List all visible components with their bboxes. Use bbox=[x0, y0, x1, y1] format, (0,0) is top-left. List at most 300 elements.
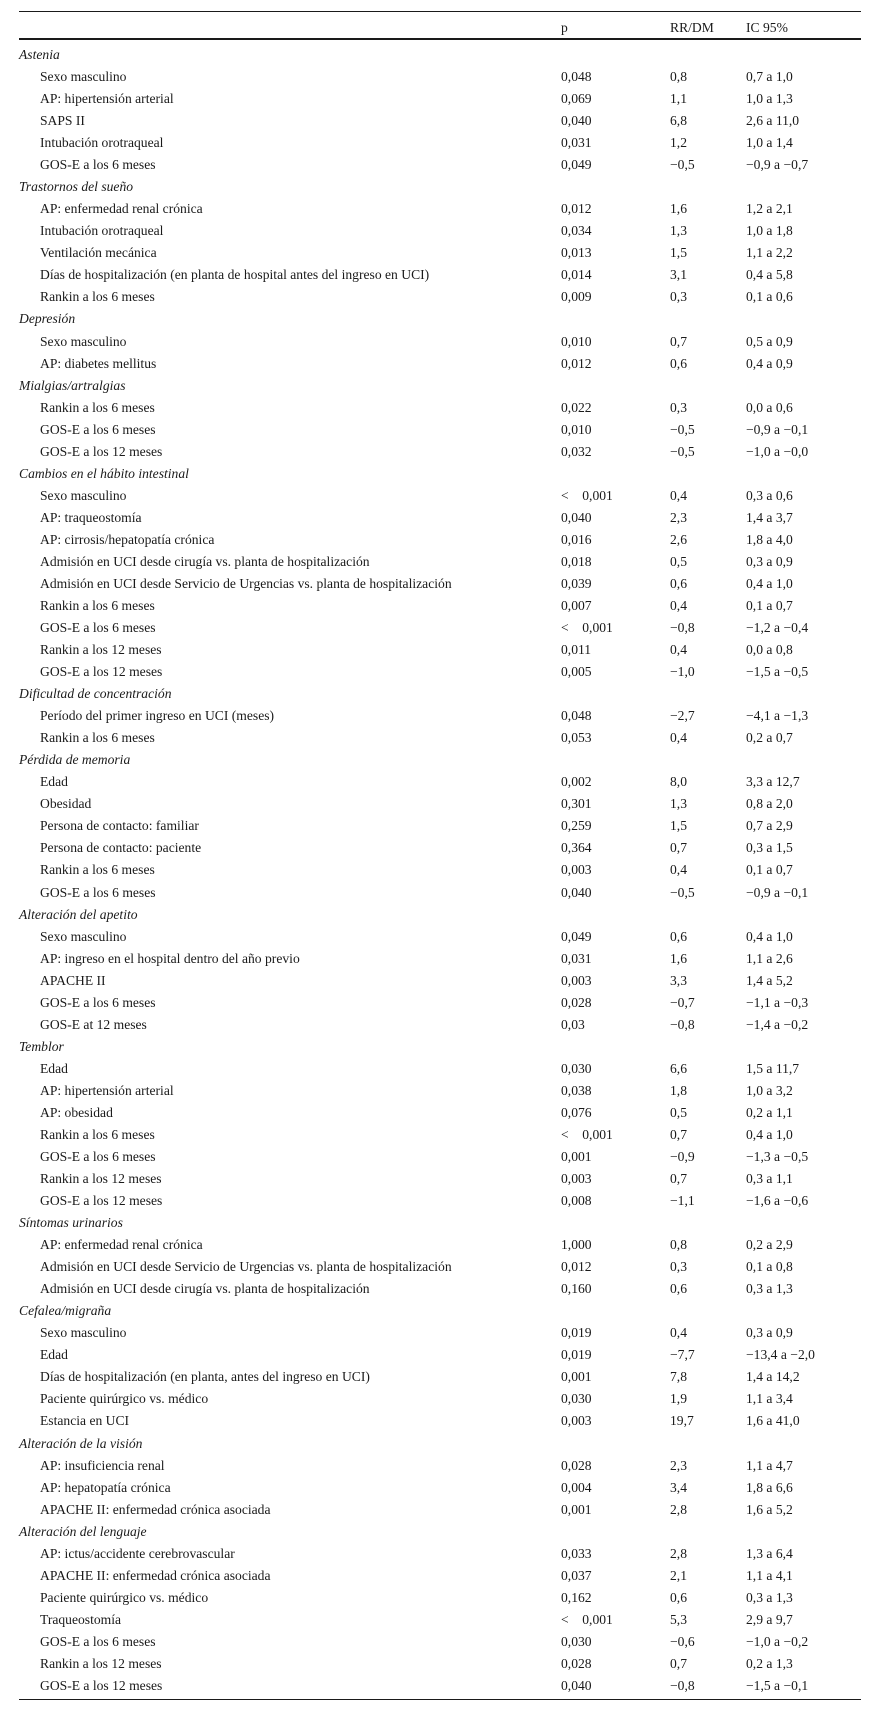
table-row bbox=[19, 1565, 861, 1587]
table-row bbox=[19, 948, 861, 970]
cell-ic: −1,6 a −0,6 bbox=[746, 1193, 809, 1209]
cell-ic: 1,1 a 4,7 bbox=[746, 1457, 793, 1473]
cell-ic: 0,2 a 0,7 bbox=[746, 730, 793, 746]
variable-label: Rankin a los 6 meses bbox=[40, 598, 155, 613]
cell-rr: −0,7 bbox=[670, 994, 695, 1010]
group-title: Temblor bbox=[19, 1038, 64, 1054]
cell-ic: 0,5 a 0,9 bbox=[746, 333, 793, 349]
variable-label: Período del primer ingreso en UCI (meses) bbox=[40, 708, 275, 724]
cell-rr: 0,8 bbox=[670, 69, 687, 85]
cell-p: 0,040 bbox=[561, 113, 592, 129]
cell-rr: 1,3 bbox=[670, 223, 687, 239]
cell-rr: 2,8 bbox=[670, 1545, 687, 1561]
cell-rr: 0,7 bbox=[670, 1126, 687, 1142]
cell-ic: 0,4 a 1,0 bbox=[746, 575, 793, 591]
cell-ic: 1,0 a 3,2 bbox=[746, 1082, 793, 1098]
variable-label: Admisión en UCI desde Servicio de Urgencias vs. planta de hospitalización bbox=[40, 575, 452, 591]
cell-p: 0,005 bbox=[561, 664, 592, 680]
table-row bbox=[19, 397, 861, 419]
cell-ic: 0,4 a 1,0 bbox=[746, 1126, 793, 1142]
table-row bbox=[19, 1609, 861, 1631]
variable-label: Días de hospitalización (en planta de hospital antes del ingreso en UCI) bbox=[40, 267, 430, 283]
variable-label: Admisión en UCI desde cirugía vs. planta de hospitalización bbox=[40, 1281, 370, 1297]
cell-rr: −0,5 bbox=[670, 884, 695, 900]
cell-ic: −1,3 a −0,5 bbox=[746, 1149, 809, 1164]
group-row bbox=[19, 904, 861, 926]
cell-rr: 0,6 bbox=[670, 575, 687, 591]
cell-ic: 0,3 a 1,3 bbox=[746, 1281, 793, 1297]
table-row bbox=[19, 1388, 861, 1410]
cell-rr: −0,5 bbox=[670, 157, 695, 173]
cell-rr: 0,6 bbox=[670, 355, 687, 371]
variable-label: AP: enfermedad renal crónica bbox=[40, 201, 203, 217]
cell-ic: 1,4 a 5,2 bbox=[746, 972, 793, 988]
table-row bbox=[19, 859, 861, 881]
cell-rr: −0,5 bbox=[670, 443, 695, 459]
table-row bbox=[19, 1543, 861, 1565]
cell-p: 0,030 bbox=[561, 1060, 592, 1076]
table-row bbox=[19, 1080, 861, 1102]
group-row bbox=[19, 749, 861, 771]
table-row bbox=[19, 1631, 861, 1653]
group-row bbox=[19, 1212, 861, 1234]
table-row bbox=[19, 1058, 861, 1080]
table-row bbox=[19, 353, 861, 375]
variable-label: Rankin a los 6 meses bbox=[40, 289, 155, 305]
table-row bbox=[19, 220, 861, 242]
cell-rr: 0,6 bbox=[670, 1589, 687, 1605]
cell-p: 0,040 bbox=[561, 509, 592, 525]
variable-label: AP: ingreso en el hospital dentro del año previo bbox=[40, 950, 300, 966]
cell-p: 0,031 bbox=[561, 950, 592, 966]
group-title: Pérdida de memoria bbox=[19, 752, 131, 768]
table-row bbox=[19, 286, 861, 308]
variable-label: Rankin a los 6 meses bbox=[40, 1126, 155, 1142]
cell-ic: −0,9 a −0,1 bbox=[746, 884, 809, 900]
table-header bbox=[19, 15, 861, 37]
cell-ic: −0,9 a −0,1 bbox=[746, 421, 809, 437]
cell-ic: −1,4 a −0,2 bbox=[746, 1016, 809, 1032]
table-row bbox=[19, 1256, 861, 1278]
cell-ic: −1,5 a −0,1 bbox=[746, 1677, 809, 1693]
cell-p: 0,019 bbox=[561, 1347, 592, 1363]
cell-rr: 0,7 bbox=[670, 1655, 687, 1671]
table-row bbox=[19, 198, 861, 220]
variable-label: AP: traqueostomía bbox=[40, 509, 142, 525]
cell-ic: 1,1 a 2,2 bbox=[746, 245, 793, 261]
group-row bbox=[19, 375, 861, 397]
cell-ic: −1,0 a −0,2 bbox=[746, 1633, 809, 1649]
cell-p: 0,001 bbox=[561, 1369, 592, 1385]
table-row bbox=[19, 66, 861, 88]
cell-rr: 0,3 bbox=[670, 399, 687, 415]
cell-ic: 1,8 a 6,6 bbox=[746, 1479, 793, 1495]
cell-p: 0,013 bbox=[561, 245, 592, 261]
header-rr: RR/DM bbox=[670, 20, 714, 35]
table-row bbox=[19, 1168, 861, 1190]
cell-rr: 0,4 bbox=[670, 598, 687, 613]
variable-label: Rankin a los 6 meses bbox=[40, 862, 155, 878]
cell-rr: 7,8 bbox=[670, 1369, 687, 1385]
cell-rr: 1,5 bbox=[670, 818, 687, 834]
variable-label: GOS-E a los 6 meses bbox=[40, 884, 156, 900]
group-title: Cefalea/migraña bbox=[19, 1303, 112, 1319]
cell-rr: −1,1 bbox=[670, 1193, 695, 1209]
cell-p: 0,162 bbox=[561, 1589, 592, 1605]
cell-rr: 2,1 bbox=[670, 1567, 687, 1583]
variable-label: Obesidad bbox=[40, 796, 92, 812]
variable-label: Estancia en UCI bbox=[40, 1413, 130, 1429]
table-row bbox=[19, 1102, 861, 1124]
header-ic: IC 95% bbox=[746, 20, 788, 35]
cell-ic: 0,3 a 0,6 bbox=[746, 487, 793, 503]
group-row bbox=[19, 463, 861, 485]
variable-label: Persona de contacto: paciente bbox=[40, 840, 202, 856]
group-row bbox=[19, 308, 861, 330]
cell-rr: −0,8 bbox=[670, 620, 695, 636]
cell-p: 0,009 bbox=[561, 289, 592, 305]
variable-label: AP: insuficiencia renal bbox=[40, 1457, 165, 1473]
cell-p: 0,028 bbox=[561, 1457, 592, 1473]
cell-ic: 0,0 a 0,6 bbox=[746, 399, 793, 415]
cell-p: 0,049 bbox=[561, 157, 592, 173]
cell-p: 0,022 bbox=[561, 399, 592, 415]
table-row bbox=[19, 1675, 861, 1697]
cell-rr: 6,6 bbox=[670, 1060, 687, 1076]
group-row bbox=[19, 44, 861, 66]
group-title: Astenia bbox=[19, 47, 60, 62]
variable-label: Paciente quirúrgico vs. médico bbox=[40, 1589, 209, 1605]
cell-rr: 19,7 bbox=[670, 1413, 694, 1429]
header-p: p bbox=[561, 20, 568, 35]
table-row bbox=[19, 1014, 861, 1036]
cell-ic: 2,6 a 11,0 bbox=[746, 113, 800, 129]
cell-ic: 1,4 a 14,2 bbox=[746, 1369, 800, 1385]
cell-rr: 2,3 bbox=[670, 509, 687, 525]
cell-ic: 1,2 a 2,1 bbox=[746, 201, 793, 217]
cell-rr: −2,7 bbox=[670, 708, 695, 724]
cell-rr: 0,4 bbox=[670, 862, 687, 878]
cell-rr: 1,6 bbox=[670, 201, 687, 217]
cell-rr: 2,8 bbox=[670, 1501, 687, 1517]
table-row bbox=[19, 331, 861, 353]
cell-ic: 0,0 a 0,8 bbox=[746, 642, 793, 658]
cell-rr: 2,6 bbox=[670, 531, 687, 547]
table-row bbox=[19, 1477, 861, 1499]
variable-label: Rankin a los 12 meses bbox=[40, 642, 162, 658]
table-row bbox=[19, 264, 861, 286]
cell-rr: −0,6 bbox=[670, 1633, 695, 1649]
cell-p: 0,028 bbox=[561, 994, 592, 1010]
cell-p: 0,007 bbox=[561, 598, 592, 613]
cell-rr: 0,5 bbox=[670, 553, 687, 569]
variable-label: Rankin a los 6 meses bbox=[40, 399, 155, 415]
cell-ic: 3,3 a 12,7 bbox=[746, 774, 800, 790]
variable-label: Sexo masculino bbox=[40, 69, 127, 85]
top-rule bbox=[19, 11, 861, 12]
variable-label: Rankin a los 12 meses bbox=[40, 1655, 162, 1671]
variable-label: APACHE II bbox=[40, 972, 106, 988]
cell-p: 0,019 bbox=[561, 1325, 592, 1341]
cell-ic: 0,1 a 0,8 bbox=[746, 1259, 793, 1275]
variable-label: AP: hipertensión arterial bbox=[40, 91, 174, 107]
cell-p: 0,160 bbox=[561, 1281, 592, 1297]
cell-rr: 0,4 bbox=[670, 730, 687, 746]
cell-ic: −4,1 a −1,3 bbox=[746, 708, 809, 724]
variable-label: GOS-E a los 6 meses bbox=[40, 994, 156, 1010]
table-row bbox=[19, 154, 861, 176]
cell-rr: 3,4 bbox=[670, 1479, 687, 1495]
group-title: Alteración de la visión bbox=[19, 1435, 143, 1451]
variable-label: Ventilación mecánica bbox=[40, 245, 157, 261]
variable-label: Intubación orotraqueal bbox=[40, 223, 164, 239]
table-row bbox=[19, 727, 861, 749]
cell-p: < 0,001 bbox=[561, 487, 613, 503]
table-row bbox=[19, 1587, 861, 1609]
table-row bbox=[19, 242, 861, 264]
cell-rr: −7,7 bbox=[670, 1347, 695, 1363]
cell-p: 0,032 bbox=[561, 443, 592, 459]
variable-label: Sexo masculino bbox=[40, 928, 127, 944]
cell-ic: −1,0 a −0,0 bbox=[746, 443, 809, 459]
header-rule bbox=[19, 38, 861, 40]
cell-ic: 0,3 a 1,5 bbox=[746, 840, 793, 856]
cell-p: 0,039 bbox=[561, 575, 592, 591]
cell-ic: −1,1 a −0,3 bbox=[746, 994, 809, 1010]
cell-p: 0,008 bbox=[561, 1193, 592, 1209]
variable-label: SAPS II bbox=[40, 113, 85, 129]
group-title: Trastornos del sueño bbox=[19, 179, 134, 195]
cell-p: 0,038 bbox=[561, 1082, 592, 1098]
cell-p: 0,301 bbox=[561, 796, 592, 812]
table-row bbox=[19, 992, 861, 1014]
cell-rr: 0,4 bbox=[670, 487, 687, 503]
cell-p: 0,031 bbox=[561, 135, 592, 151]
cell-p: 0,053 bbox=[561, 730, 592, 746]
variable-label: Sexo masculino bbox=[40, 333, 127, 349]
table-row bbox=[19, 551, 861, 573]
table-row bbox=[19, 837, 861, 859]
table-row bbox=[19, 507, 861, 529]
cell-rr: 0,4 bbox=[670, 642, 687, 658]
cell-ic: −13,4 a −2,0 bbox=[746, 1347, 815, 1363]
cell-ic: 0,2 a 2,9 bbox=[746, 1237, 793, 1253]
table-row bbox=[19, 970, 861, 992]
cell-ic: 0,4 a 1,0 bbox=[746, 928, 793, 944]
cell-rr: 6,8 bbox=[670, 113, 687, 129]
cell-rr: 0,6 bbox=[670, 1281, 687, 1297]
variable-label: Paciente quirúrgico vs. médico bbox=[40, 1391, 209, 1407]
table-row bbox=[19, 771, 861, 793]
cell-p: 0,076 bbox=[561, 1104, 592, 1120]
cell-ic: 1,5 a 11,7 bbox=[746, 1060, 800, 1076]
table-row bbox=[19, 1278, 861, 1300]
table-row bbox=[19, 926, 861, 948]
cell-ic: 0,1 a 0,7 bbox=[746, 862, 793, 878]
table-row bbox=[19, 441, 861, 463]
cell-p: 0,040 bbox=[561, 884, 592, 900]
cell-p: 0,004 bbox=[561, 1479, 592, 1495]
cell-rr: 0,8 bbox=[670, 1237, 687, 1253]
variable-label: GOS-E a los 12 meses bbox=[40, 664, 163, 680]
group-row bbox=[19, 1433, 861, 1455]
cell-ic: 0,8 a 2,0 bbox=[746, 796, 793, 812]
variable-label: AP: hipertensión arterial bbox=[40, 1082, 174, 1098]
variable-label: Edad bbox=[40, 1060, 68, 1076]
table-row bbox=[19, 419, 861, 441]
table-row bbox=[19, 639, 861, 661]
cell-rr: 0,4 bbox=[670, 1325, 687, 1341]
cell-p: 0,016 bbox=[561, 531, 592, 547]
cell-ic: 0,4 a 0,9 bbox=[746, 355, 793, 371]
cell-p: 0,002 bbox=[561, 774, 592, 790]
cell-rr: 1,2 bbox=[670, 135, 687, 151]
cell-p: 0,034 bbox=[561, 223, 592, 239]
cell-ic: 0,2 a 1,1 bbox=[746, 1104, 793, 1120]
cell-ic: 1,1 a 2,6 bbox=[746, 950, 793, 966]
variable-label: APACHE II: enfermedad crónica asociada bbox=[40, 1501, 271, 1517]
variable-label: Sexo masculino bbox=[40, 487, 127, 503]
group-row bbox=[19, 1036, 861, 1058]
variable-label: GOS-E a los 6 meses bbox=[40, 1149, 156, 1164]
table-row bbox=[19, 110, 861, 132]
cell-rr: −0,8 bbox=[670, 1016, 695, 1032]
cell-ic: 0,1 a 0,6 bbox=[746, 289, 793, 305]
cell-p: < 0,001 bbox=[561, 620, 613, 636]
group-title: Síntomas urinarios bbox=[19, 1215, 123, 1231]
variable-label: Rankin a los 6 meses bbox=[40, 730, 155, 746]
cell-ic: 1,0 a 1,4 bbox=[746, 135, 793, 151]
cell-rr: −1,0 bbox=[670, 664, 695, 680]
cell-rr: 1,3 bbox=[670, 796, 687, 812]
cell-rr: −0,5 bbox=[670, 421, 695, 437]
table-row bbox=[19, 573, 861, 595]
cell-rr: 0,3 bbox=[670, 1259, 687, 1275]
cell-p: 0,069 bbox=[561, 91, 592, 107]
variable-label: AP: cirrosis/hepatopatía crónica bbox=[40, 531, 215, 547]
cell-ic: −1,5 a −0,5 bbox=[746, 664, 809, 680]
variable-label: AP: obesidad bbox=[40, 1104, 113, 1120]
cell-rr: 3,3 bbox=[670, 972, 687, 988]
table-row bbox=[19, 1146, 861, 1168]
table-row bbox=[19, 1455, 861, 1477]
cell-rr: 0,7 bbox=[670, 840, 687, 856]
group-row bbox=[19, 683, 861, 705]
table-row bbox=[19, 1653, 861, 1675]
cell-ic: 0,2 a 1,3 bbox=[746, 1655, 793, 1671]
table-row bbox=[19, 705, 861, 727]
table-row bbox=[19, 595, 861, 617]
table-row bbox=[19, 1124, 861, 1146]
variable-label: APACHE II: enfermedad crónica asociada bbox=[40, 1567, 271, 1583]
table-row bbox=[19, 793, 861, 815]
cell-p: < 0,001 bbox=[561, 1126, 613, 1142]
cell-rr: 1,9 bbox=[670, 1391, 687, 1407]
group-row bbox=[19, 176, 861, 198]
cell-p: 0,033 bbox=[561, 1545, 592, 1561]
variable-label: GOS-E a los 6 meses bbox=[40, 157, 156, 173]
table-row bbox=[19, 1499, 861, 1521]
cell-p: 0,010 bbox=[561, 333, 592, 349]
cell-rr: 8,0 bbox=[670, 774, 687, 790]
cell-rr: 0,7 bbox=[670, 1171, 687, 1187]
cell-p: 0,003 bbox=[561, 1413, 592, 1429]
cell-ic: 1,8 a 4,0 bbox=[746, 531, 793, 547]
cell-ic: 1,1 a 3,4 bbox=[746, 1391, 793, 1407]
cell-p: 0,011 bbox=[561, 642, 592, 658]
cell-p: 0,001 bbox=[561, 1501, 592, 1517]
cell-p: 0,010 bbox=[561, 421, 592, 437]
variable-label: Edad bbox=[40, 1347, 68, 1363]
cell-p: 0,001 bbox=[561, 1149, 592, 1164]
cell-p: < 0,001 bbox=[561, 1611, 613, 1627]
cell-ic: 1,1 a 4,1 bbox=[746, 1567, 793, 1583]
cell-ic: 0,3 a 0,9 bbox=[746, 553, 793, 569]
group-row bbox=[19, 1300, 861, 1322]
table-row bbox=[19, 617, 861, 639]
variable-label: AP: ictus/accidente cerebrovascular bbox=[40, 1545, 235, 1561]
cell-ic: 0,7 a 2,9 bbox=[746, 818, 793, 834]
cell-ic: 0,1 a 0,7 bbox=[746, 598, 793, 613]
cell-rr: 3,1 bbox=[670, 267, 687, 283]
cell-ic: 2,9 a 9,7 bbox=[746, 1611, 793, 1627]
variable-label: Días de hospitalización (en planta, antes del ingreso en UCI) bbox=[40, 1369, 370, 1385]
variable-label: Admisión en UCI desde cirugía vs. planta de hospitalización bbox=[40, 553, 370, 569]
cell-p: 0,259 bbox=[561, 818, 592, 834]
bottom-rule bbox=[19, 1699, 861, 1700]
cell-rr: 0,3 bbox=[670, 289, 687, 305]
variable-label: Sexo masculino bbox=[40, 1325, 127, 1341]
cell-rr: 0,6 bbox=[670, 928, 687, 944]
cell-ic: 1,6 a 41,0 bbox=[746, 1413, 800, 1429]
variable-label: AP: hepatopatía crónica bbox=[40, 1479, 171, 1495]
table-row bbox=[19, 485, 861, 507]
variable-label: GOS-E a los 6 meses bbox=[40, 421, 156, 437]
cell-rr: 2,3 bbox=[670, 1457, 687, 1473]
cell-rr: 1,5 bbox=[670, 245, 687, 261]
cell-p: 0,048 bbox=[561, 708, 592, 724]
variable-label: GOS-E a los 12 meses bbox=[40, 1677, 163, 1693]
cell-p: 0,003 bbox=[561, 862, 592, 878]
table-row bbox=[19, 1410, 861, 1432]
cell-rr: 1,8 bbox=[670, 1082, 687, 1098]
cell-ic: 0,3 a 1,3 bbox=[746, 1589, 793, 1605]
cell-p: 0,037 bbox=[561, 1567, 592, 1583]
variable-label: AP: diabetes mellitus bbox=[40, 355, 157, 371]
table-row bbox=[19, 1366, 861, 1388]
cell-ic: 1,0 a 1,3 bbox=[746, 91, 793, 107]
table-row bbox=[19, 529, 861, 551]
variable-label: GOS-E a los 6 meses bbox=[40, 1633, 156, 1649]
group-title: Dificultad de concentración bbox=[19, 686, 172, 702]
table-row bbox=[19, 1322, 861, 1344]
table-row bbox=[19, 88, 861, 110]
table-row bbox=[19, 1190, 861, 1212]
variable-label: GOS-E at 12 meses bbox=[40, 1016, 147, 1032]
table-row bbox=[19, 661, 861, 683]
cell-rr: 1,1 bbox=[670, 91, 687, 107]
group-row bbox=[19, 1521, 861, 1543]
cell-p: 0,003 bbox=[561, 972, 592, 988]
cell-rr: 0,7 bbox=[670, 333, 687, 349]
cell-p: 0,030 bbox=[561, 1633, 592, 1649]
cell-p: 0,049 bbox=[561, 928, 592, 944]
cell-ic: 1,3 a 6,4 bbox=[746, 1545, 793, 1561]
variable-label: GOS-E a los 12 meses bbox=[40, 1193, 163, 1209]
cell-p: 0,364 bbox=[561, 840, 592, 856]
cell-rr: −0,8 bbox=[670, 1677, 695, 1693]
cell-p: 0,03 bbox=[561, 1016, 585, 1032]
